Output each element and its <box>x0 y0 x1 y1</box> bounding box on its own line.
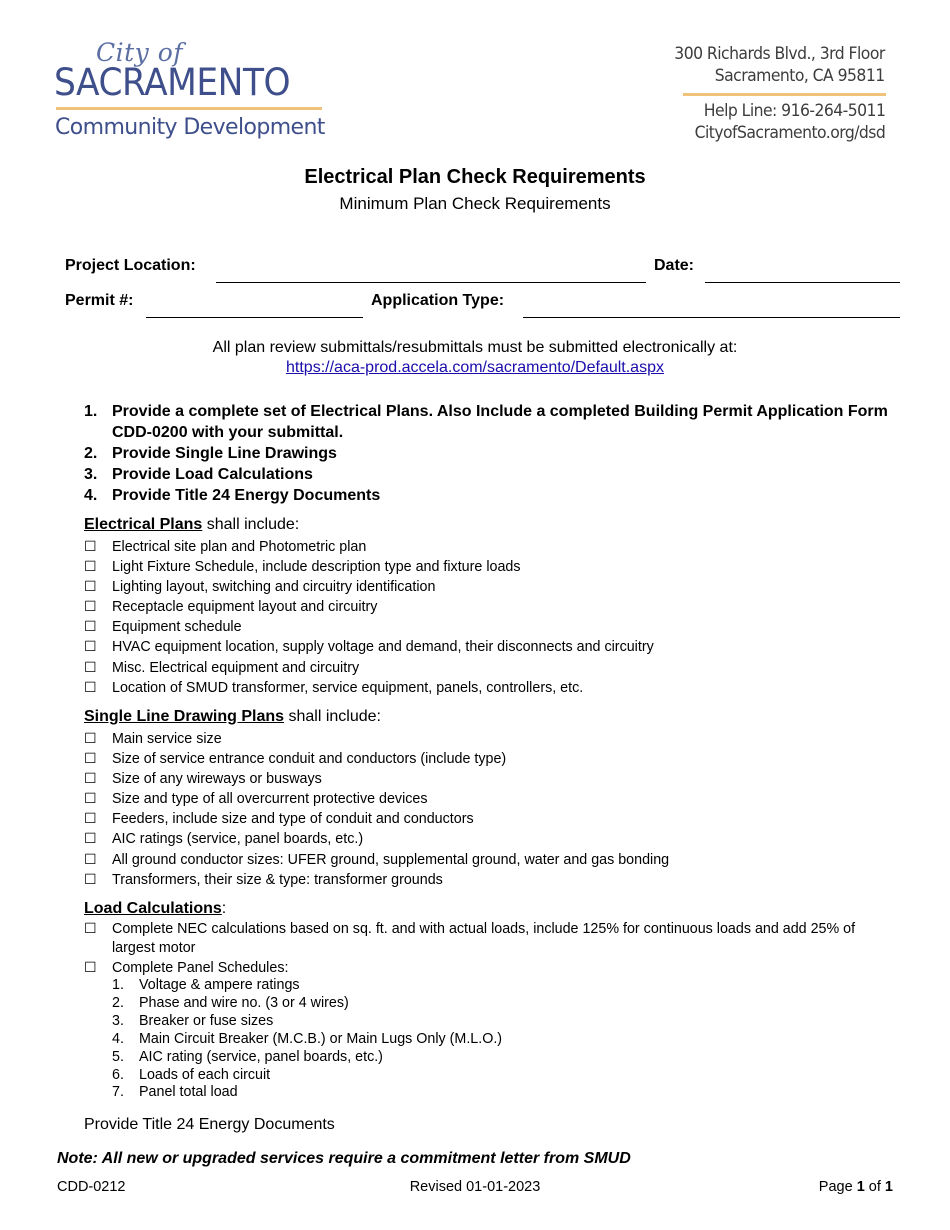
checklist-text: Lighting layout, switching and circuitry identification <box>112 579 436 596</box>
website: CityofSacramento.org/dsd <box>694 123 885 143</box>
page-of: of <box>864 1179 885 1195</box>
requirements-list <box>84 401 904 506</box>
address-city: Sacramento, CA 95811 <box>715 66 885 86</box>
checkbox[interactable]: ☐ <box>84 959 97 976</box>
checkbox[interactable]: ☐ <box>84 679 97 696</box>
checklist-text: Electrical site plan and Photometric plan <box>112 539 367 555</box>
page-title: Electrical Plan Check Requirements <box>304 166 646 188</box>
checklist-text: Feeders, include size and type of conduit and conductors <box>112 811 474 828</box>
checklist-text: HVAC equipment location, supply voltage and demand, their disconnects and circuitry <box>112 639 654 656</box>
page-current: 1 <box>856 1179 865 1195</box>
logo-city-of: City of <box>96 38 184 67</box>
checklist-item <box>84 557 654 577</box>
checkbox[interactable]: ☐ <box>84 579 97 596</box>
list-text: Loads of each circuit <box>139 1066 271 1083</box>
checklist-item <box>84 577 654 597</box>
application-type-label: Application Type: <box>371 292 505 309</box>
section-heading-suffix: shall include: <box>284 708 381 725</box>
checklist-text: Complete NEC calculations based on sq. ft. and with actual loads, include 125% for continuous loads and add 25% of largest motor <box>112 921 856 957</box>
smud-note: Note: All new or upgraded services require a commitment letter from SMUD <box>57 1150 631 1167</box>
project-location-field[interactable] <box>216 282 646 283</box>
requirement-number: 2. <box>84 445 98 462</box>
section-heading-label: Load Calculations <box>84 900 222 917</box>
help-line: Help Line: 916-264-5011 <box>703 101 885 121</box>
checkbox[interactable]: ☐ <box>84 539 97 555</box>
checkbox[interactable]: ☐ <box>84 811 97 828</box>
requirement-text: Provide Single Line Drawings <box>112 445 337 462</box>
submission-link-wrap <box>0 359 950 377</box>
list-text: Main Circuit Breaker (M.C.B.) or Main Lugs Only (M.L.O.) <box>139 1030 503 1047</box>
checkbox[interactable]: ☐ <box>84 921 97 937</box>
checklist-item <box>84 729 669 749</box>
checkbox[interactable]: ☐ <box>84 851 97 868</box>
list-number: 1. <box>112 977 124 993</box>
title24-line: Provide Title 24 Energy Documents <box>84 1116 335 1133</box>
requirement-text: Provide a complete set of Electrical Plans. Also Include a completed Building Permit Application Form CDD-0200 with your submittal. <box>112 403 888 441</box>
date-field[interactable] <box>705 282 900 283</box>
checkbox[interactable]: ☐ <box>84 659 97 676</box>
checkbox[interactable]: ☐ <box>84 599 97 616</box>
page-number <box>819 1179 893 1195</box>
list-text: Panel total load <box>139 1084 238 1101</box>
list-number: 3. <box>112 1012 124 1029</box>
section-heading-suffix: : <box>221 900 227 917</box>
checklist-item <box>84 769 669 789</box>
checkbox[interactable]: ☐ <box>84 831 97 848</box>
checklist-text: Main service size <box>112 731 222 747</box>
list-text: Voltage & ampere ratings <box>139 977 300 993</box>
checkbox[interactable]: ☐ <box>84 639 97 656</box>
checklist-item <box>84 870 669 890</box>
electrical-plans-checklist <box>84 537 654 698</box>
checkbox[interactable]: ☐ <box>84 791 97 808</box>
checkbox[interactable]: ☐ <box>84 771 97 788</box>
revised-date: Revised 01-01-2023 <box>409 1179 541 1195</box>
section-heading-suffix: shall include: <box>202 516 300 533</box>
list-text: AIC rating (service, panel boards, etc.) <box>139 1048 383 1065</box>
logo-divider <box>56 107 322 110</box>
section-heading-label: Electrical Plans <box>84 516 203 533</box>
requirement-number: 3. <box>84 466 98 483</box>
requirement-item <box>84 485 904 506</box>
panel-schedule-list <box>112 977 502 1102</box>
page-total: 1 <box>884 1179 893 1195</box>
checklist-text: Complete Panel Schedules: <box>112 959 289 976</box>
checklist-item <box>84 829 669 849</box>
checklist-item <box>84 959 884 978</box>
checklist-item <box>84 850 669 870</box>
electrical-plans-heading <box>84 516 299 534</box>
checklist-item <box>84 749 669 769</box>
list-text: Phase and wire no. (3 or 4 wires) <box>139 994 349 1011</box>
date-label: Date: <box>654 257 695 274</box>
checklist-item <box>84 920 884 959</box>
panel-schedule-item <box>112 995 502 1013</box>
checklist-item <box>84 617 654 637</box>
address-divider <box>683 93 886 96</box>
page-prefix: Page <box>818 1179 857 1195</box>
checklist-item <box>84 678 654 698</box>
page-subtitle: Minimum Plan Check Requirements <box>339 194 611 213</box>
checklist-item <box>84 637 654 657</box>
list-number: 2. <box>112 994 124 1011</box>
address-street: 300 Richards Blvd., 3rd Floor <box>674 44 885 64</box>
panel-schedule-item <box>112 1049 502 1067</box>
panel-schedule-item <box>112 977 502 995</box>
checklist-text: Size of any wireways or busways <box>112 771 322 788</box>
checklist-text: Receptacle equipment layout and circuitry <box>112 599 378 616</box>
single-line-heading <box>84 708 381 726</box>
checklist-text: Size of service entrance conduit and conductors (include type) <box>112 751 507 768</box>
panel-schedule-item <box>112 1067 502 1085</box>
checkbox[interactable]: ☐ <box>84 871 97 888</box>
list-number: 6. <box>112 1066 124 1083</box>
list-number: 5. <box>112 1048 124 1065</box>
application-type-field[interactable] <box>523 317 900 318</box>
section-heading-label: Single Line Drawing Plans <box>84 708 285 725</box>
checklist-item <box>84 789 669 809</box>
panel-schedule-item <box>112 1013 502 1031</box>
requirement-item <box>84 443 904 464</box>
list-text: Breaker or fuse sizes <box>139 1012 274 1029</box>
checklist-text: Location of SMUD transformer, service equipment, panels, controllers, etc. <box>112 679 584 696</box>
submission-link[interactable]: https://aca-prod.accela.com/sacramento/Default.aspx <box>286 359 664 376</box>
checkbox[interactable]: ☐ <box>84 731 97 747</box>
submission-notice: All plan review submittals/resubmittals must be submitted electronically at: <box>212 339 738 356</box>
panel-schedule-item <box>112 1084 502 1102</box>
logo-department: Community Development <box>55 115 325 140</box>
checklist-item <box>84 658 654 678</box>
checklist-text: Transformers, their size & type: transformer grounds <box>112 871 443 888</box>
checklist-text: All ground conductor sizes: UFER ground, supplemental ground, water and gas bonding <box>112 851 670 868</box>
requirement-number: 1. <box>84 403 98 420</box>
logo-sacramento: SACRAMENTO <box>54 61 291 104</box>
requirement-text: Provide Load Calculations <box>112 466 313 483</box>
checkbox[interactable]: ☐ <box>84 619 97 636</box>
permit-label: Permit #: <box>65 292 134 309</box>
requirement-item <box>84 401 904 443</box>
checkbox[interactable]: ☐ <box>84 751 97 768</box>
checklist-item <box>84 809 669 829</box>
requirement-text: Provide Title 24 Energy Documents <box>112 487 381 504</box>
single-line-checklist <box>84 729 669 890</box>
load-calculations-checklist <box>84 920 884 978</box>
checklist-text: Size and type of all overcurrent protective devices <box>112 791 428 808</box>
requirement-item <box>84 464 904 485</box>
load-calculations-heading <box>84 900 226 918</box>
checklist-text: Equipment schedule <box>112 619 242 636</box>
requirement-number: 4. <box>84 487 98 504</box>
form-number: CDD-0212 <box>57 1179 126 1195</box>
list-number: 4. <box>112 1030 124 1047</box>
checklist-text: Misc. Electrical equipment and circuitry <box>112 659 360 676</box>
checklist-text: Light Fixture Schedule, include description type and fixture loads <box>112 559 521 576</box>
list-number: 7. <box>112 1084 124 1101</box>
checklist-text: AIC ratings (service, panel boards, etc.) <box>112 831 364 848</box>
panel-schedule-item <box>112 1031 502 1049</box>
project-location-label: Project Location: <box>65 257 196 274</box>
checklist-item <box>84 537 654 557</box>
checkbox[interactable]: ☐ <box>84 559 97 576</box>
checklist-item <box>84 597 654 617</box>
permit-field[interactable] <box>146 317 363 318</box>
